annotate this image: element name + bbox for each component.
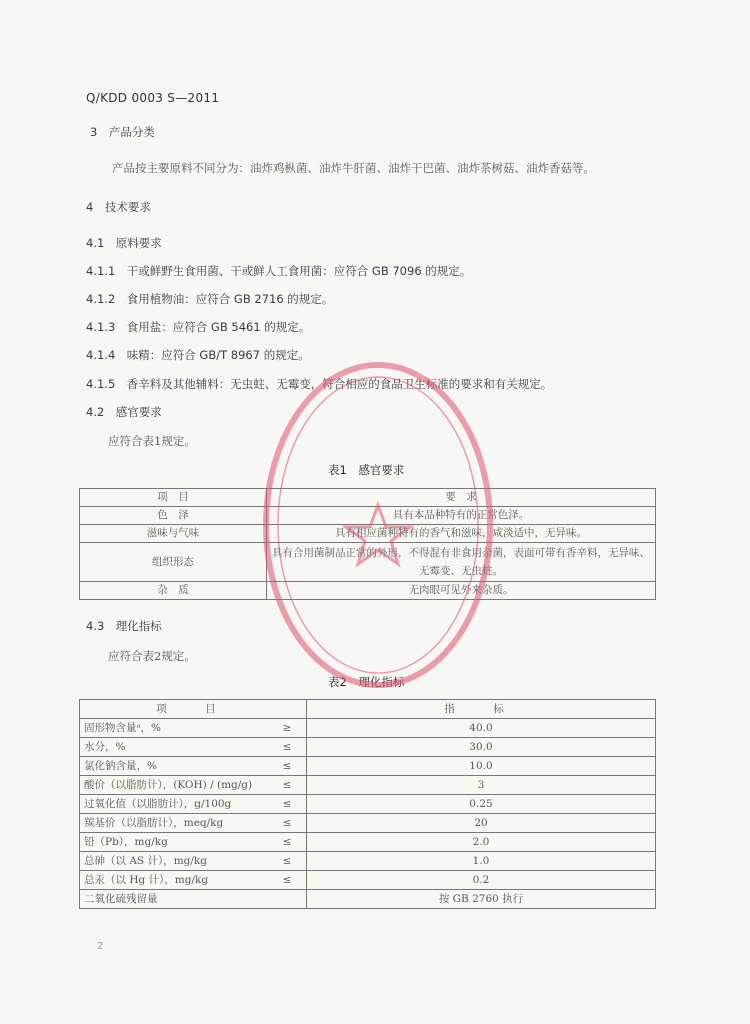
table-cell: 酸价（以脂肪计），(KOH) / (mg/g) bbox=[80, 776, 269, 795]
table-row bbox=[80, 833, 656, 852]
section-4-1-2: 4.1.2 食用植物油：应符合 GB 2716 的规定。 bbox=[86, 292, 334, 306]
table-cell: 3 bbox=[307, 776, 656, 795]
section-3-body: 产品按主要原料不同分为：油炸鸡枞菌、油炸牛肝菌、油炸干巴菌、油炸茶树菇、油炸香菇等。 bbox=[112, 161, 595, 175]
table-header-row bbox=[80, 489, 656, 507]
table-cell: ≤ bbox=[268, 795, 307, 814]
section-4-1-1: 4.1.1 干或鲜野生食用菌、干或鲜人工食用菌：应符合 GB 7096 的规定。 bbox=[86, 264, 472, 278]
sensory-requirements-table bbox=[79, 488, 656, 600]
table-1-caption: 表1 感官要求 bbox=[328, 463, 405, 477]
table-row bbox=[80, 525, 656, 543]
section-4-2-title: 4.2 感官要求 bbox=[86, 405, 162, 419]
table-cell: ≤ bbox=[268, 738, 307, 757]
table-cell: 色 泽 bbox=[80, 507, 267, 525]
table-row bbox=[80, 757, 656, 776]
table-cell: 无肉眼可见外来杂质。 bbox=[267, 582, 656, 600]
table-cell: ≤ bbox=[268, 814, 307, 833]
section-3-title: 3 产品分类 bbox=[90, 125, 155, 139]
table-cell: 滋味与气味 bbox=[80, 525, 267, 543]
section-4-2-body: 应符合表1规定。 bbox=[108, 434, 196, 448]
table-cell: 具有本品种特有的正常色泽。 bbox=[267, 507, 656, 525]
table-cell: 羰基价（以脂肪计），meq/kg bbox=[80, 814, 269, 833]
table-cell: 2.0 bbox=[307, 833, 656, 852]
table-cell: 具有相应菌种特有的香气和滋味，咸淡适中，无异味。 bbox=[267, 525, 656, 543]
table-row bbox=[80, 738, 656, 757]
table-cell: 二氧化硫残留量 bbox=[80, 890, 269, 909]
table-header-cell: 项 目 bbox=[80, 700, 307, 719]
table-cell: ≤ bbox=[268, 776, 307, 795]
table-cell: 40.0 bbox=[307, 719, 656, 738]
table-row bbox=[80, 719, 656, 738]
table-header-cell: 指 标 bbox=[307, 700, 656, 719]
table-row bbox=[80, 814, 656, 833]
table-cell: 0.2 bbox=[307, 871, 656, 890]
table-cell: 总砷（以 AS 计），mg/kg bbox=[80, 852, 269, 871]
section-4-1-title: 4.1 原料要求 bbox=[86, 236, 162, 250]
section-4-1-4: 4.1.4 味精：应符合 GB/T 8967 的规定。 bbox=[86, 348, 310, 362]
table-cell bbox=[267, 543, 656, 582]
section-4-1-5: 4.1.5 香辛料及其他辅料：无虫蛀、无霉变，符合相应的食品卫生标准的要求和有关规定。 bbox=[86, 377, 553, 391]
table-cell: 0.25 bbox=[307, 795, 656, 814]
table-cell: ≤ bbox=[268, 757, 307, 776]
table-cell bbox=[268, 890, 307, 909]
table-row bbox=[80, 890, 656, 909]
table-row bbox=[80, 776, 656, 795]
standard-number: Q/KDD 0003 S—2011 bbox=[86, 91, 220, 105]
table-cell: 20 bbox=[307, 814, 656, 833]
table-row bbox=[80, 852, 656, 871]
section-4-1-3: 4.1.3 食用盐：应符合 GB 5461 的规定。 bbox=[86, 320, 311, 334]
table-cell: 10.0 bbox=[307, 757, 656, 776]
table-row bbox=[80, 582, 656, 600]
section-4-3-title: 4.3 理化指标 bbox=[86, 619, 162, 633]
table-cell: ≤ bbox=[268, 871, 307, 890]
table-cell: 1.0 bbox=[307, 852, 656, 871]
table-header-cell: 要 求 bbox=[267, 489, 656, 507]
page-number: 2 bbox=[97, 941, 104, 952]
table-cell: 30.0 bbox=[307, 738, 656, 757]
table-cell: ≥ bbox=[268, 719, 307, 738]
table-header-row bbox=[80, 700, 656, 719]
table-cell-line: 具有合用菌制品正常的外形，不得混有非食用杂菌，表面可带有香辛料，无异味、 bbox=[272, 547, 650, 559]
section-4-3-body: 应符合表2规定。 bbox=[108, 649, 196, 663]
table-body bbox=[80, 719, 656, 909]
table-row bbox=[80, 543, 656, 582]
table-cell: 水分，% bbox=[80, 738, 269, 757]
table-row bbox=[80, 871, 656, 890]
physicochemical-indicators-table bbox=[79, 699, 656, 909]
table-cell: 杂 质 bbox=[80, 582, 267, 600]
table-cell: 按 GB 2760 执行 bbox=[307, 890, 656, 909]
table-row bbox=[80, 507, 656, 525]
table-cell: 氯化钠含量，% bbox=[80, 757, 269, 776]
table-row bbox=[80, 795, 656, 814]
table-cell: ≤ bbox=[268, 852, 307, 871]
table-cell: 固形物含量ᵃ，% bbox=[80, 719, 269, 738]
table-cell: 过氧化值（以脂肪计），g/100g bbox=[80, 795, 269, 814]
table-header-cell: 项 目 bbox=[80, 489, 267, 507]
table-2-caption: 表2 理化指标 bbox=[328, 675, 405, 689]
table-cell: 总汞（以 Hg 计），mg/kg bbox=[80, 871, 269, 890]
table-cell: ≤ bbox=[268, 833, 307, 852]
table-cell: 铅（Pb），mg/kg bbox=[80, 833, 269, 852]
table-cell: 组织形态 bbox=[80, 543, 267, 582]
table-cell-line: 无霉变、无虫蛀。 bbox=[419, 565, 503, 577]
section-4-title: 4 技术要求 bbox=[86, 200, 151, 214]
